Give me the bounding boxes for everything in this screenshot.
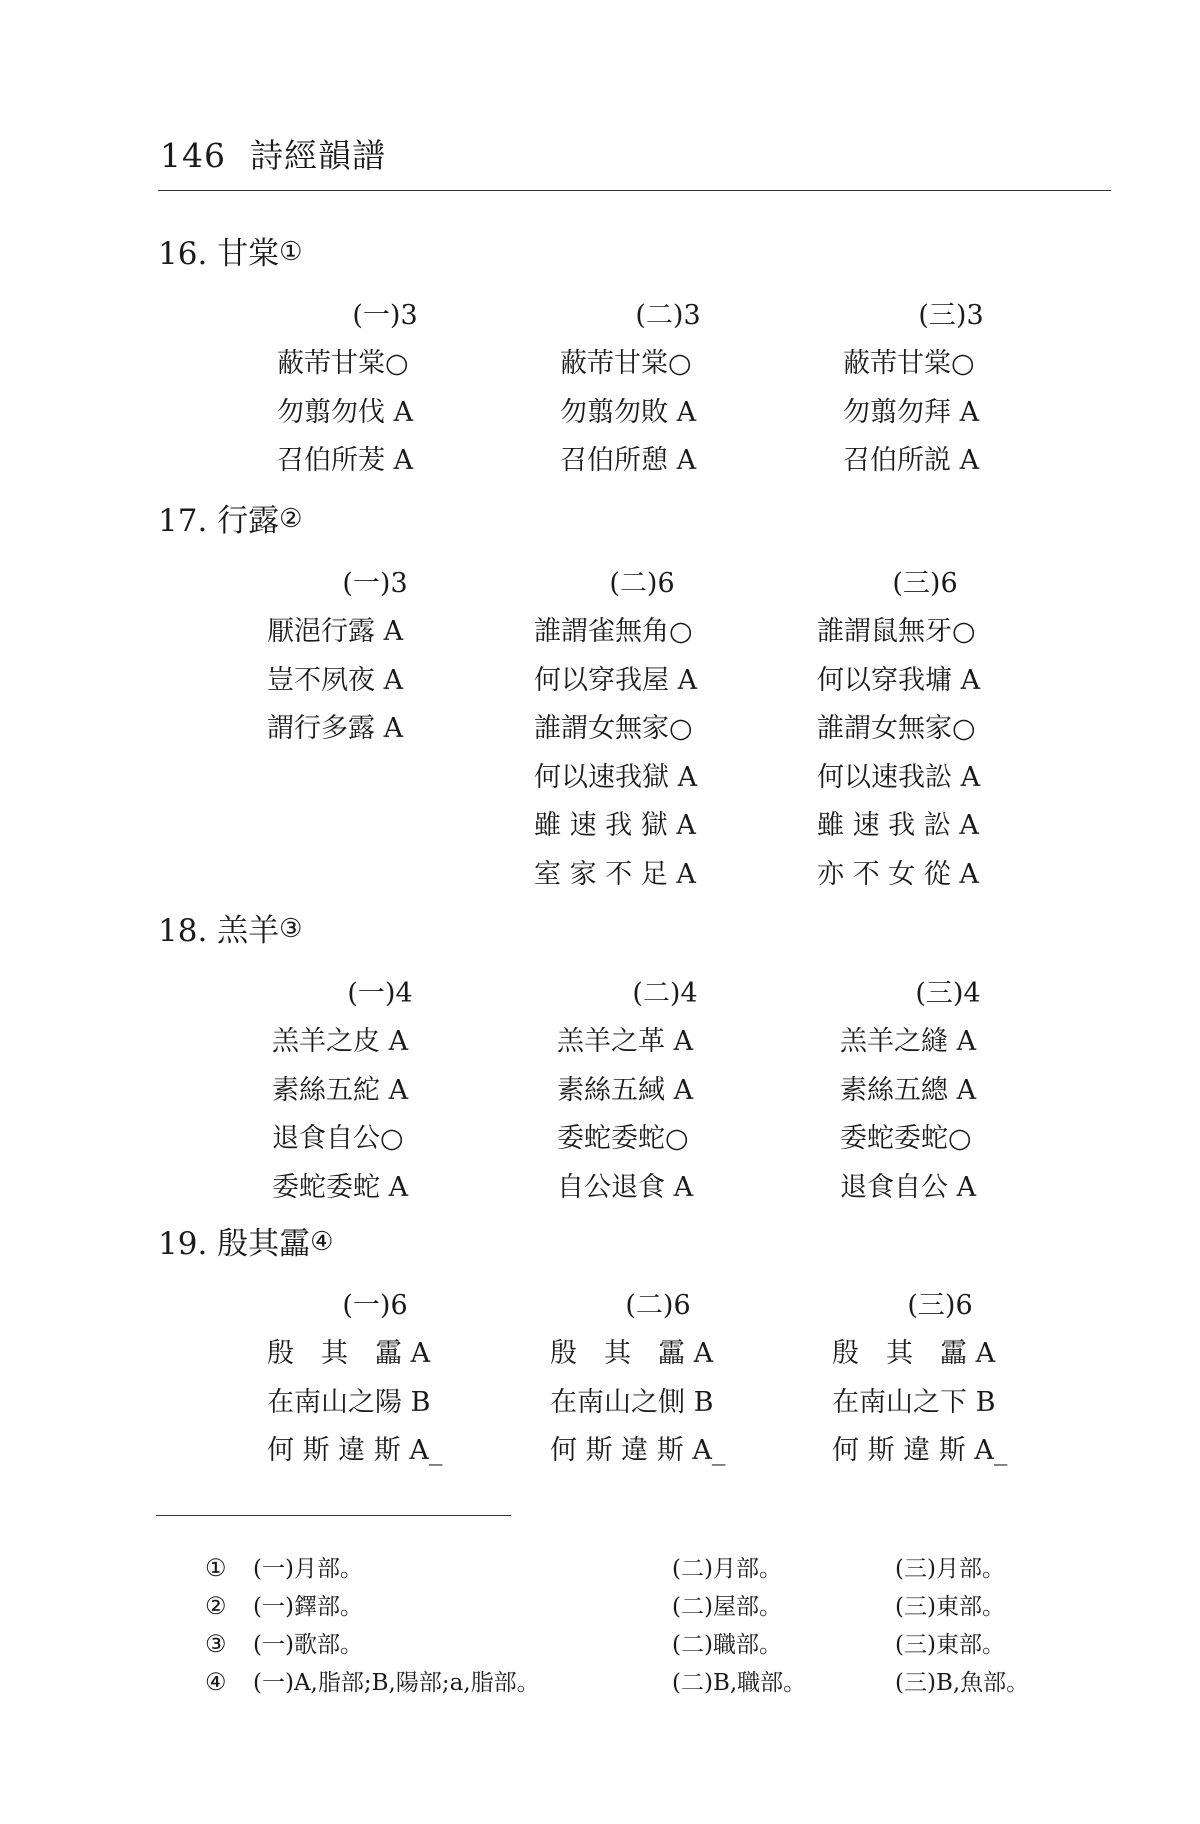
verse-line: 羔羊之縫 A	[840, 1026, 977, 1057]
stanza-heading: (一)3	[342, 568, 408, 599]
verse-line: 誰謂鼠無牙○	[817, 616, 976, 647]
footnote-2-col3: (三)東部。	[895, 1594, 1005, 1620]
stanza-19-1	[265, 1282, 485, 1476]
verse-line: 羔羊之革 A	[557, 1026, 694, 1057]
verse-line: 何以速我獄 A	[534, 761, 698, 793]
footnote-1	[205, 1550, 363, 1583]
verse-line: 蔽芾甘棠○	[277, 348, 409, 379]
running-header	[160, 130, 386, 177]
footnote-mark: ④	[310, 1227, 334, 1257]
section-title-19	[158, 1218, 333, 1263]
verse-line: 退食自公 A	[840, 1171, 977, 1203]
verse-line: 何以穿我墉 A	[817, 664, 981, 696]
stanza-heading: (一)3	[352, 300, 418, 331]
section-title-text: 19. 殷其靁	[158, 1226, 311, 1262]
footnote-3-col2: (二)職部。	[672, 1632, 782, 1658]
footnote-mark: ②	[205, 1592, 227, 1620]
verse-line: 羔羊之皮 A	[272, 1026, 409, 1057]
stanza-16-3	[841, 292, 1061, 486]
verse-line: 何 斯 違 斯 A_	[550, 1435, 726, 1466]
section-title-18	[158, 905, 302, 950]
verse-line: 誰謂女無家○	[534, 713, 693, 744]
stanza-heading: (二)3	[635, 300, 701, 331]
section-title-text: 16. 甘棠	[158, 236, 280, 272]
verse-line: 殷 其 靁 A	[267, 1338, 431, 1369]
footnote-3	[205, 1626, 363, 1659]
verse-line: 召伯所憩 A	[560, 445, 697, 476]
stanza-heading: (三)4	[915, 978, 981, 1009]
footnote-4-col2: (二)B,職部。	[672, 1670, 807, 1696]
verse-line: 殷 其 靁 A	[550, 1338, 714, 1369]
footnote-text: (一)月部。	[253, 1556, 363, 1582]
section-title-text: 18. 羔羊	[158, 913, 280, 949]
verse-line: 誰謂女無家○	[817, 713, 976, 744]
stanza-heading: (二)6	[609, 568, 675, 599]
stanza-heading: (一)6	[342, 1290, 408, 1321]
footnote-1-col3: (三)月部。	[895, 1556, 1005, 1582]
verse-line: 室 家 不 足 A	[534, 858, 696, 890]
footnote-2-col2: (二)屋部。	[672, 1594, 782, 1620]
footnote-text: (一)鐸部。	[253, 1594, 363, 1620]
verse-line: 勿翦勿拜 A	[843, 396, 980, 428]
header-rule	[158, 190, 1111, 191]
footnote-mark: ③	[205, 1630, 227, 1658]
verse-line: 何 斯 違 斯 A_	[267, 1435, 443, 1466]
verse-line: 雖 速 我 獄 A	[534, 810, 696, 841]
stanza-heading: (一)4	[347, 978, 413, 1009]
verse-line: 召伯所茇 A	[277, 445, 414, 476]
verse-line: 退食自公○	[272, 1123, 404, 1154]
stanza-heading: (二)6	[625, 1290, 691, 1321]
verse-line: 在南山之側 B	[550, 1386, 714, 1418]
verse-line: 謂行多露 A	[267, 713, 404, 744]
verse-line: 素絲五總 A	[840, 1074, 977, 1106]
stanza-19-2	[548, 1282, 768, 1476]
verse-line: 勿翦勿伐 A	[277, 396, 414, 428]
verse-line: 委蛇委蛇○	[557, 1123, 689, 1154]
footnote-rule	[156, 1515, 511, 1516]
stanza-heading: (三)6	[907, 1290, 973, 1321]
stanza-16-2	[558, 292, 778, 486]
section-title-17	[158, 495, 302, 540]
verse-line: 厭浥行露 A	[267, 616, 404, 647]
stanza-18-3	[838, 970, 1058, 1212]
stanza-17-1	[265, 560, 485, 754]
footnote-text: (一)A,脂部;B,陽部;a,脂部。	[253, 1670, 540, 1696]
verse-line: 雖 速 我 訟 A	[817, 810, 979, 841]
section-title-text: 17. 行露	[158, 503, 280, 539]
verse-line: 素絲五紽 A	[272, 1074, 409, 1106]
footnote-4	[205, 1664, 540, 1697]
verse-line: 蔽芾甘棠○	[843, 348, 975, 379]
verse-line: 勿翦勿敗 A	[560, 396, 697, 428]
verse-line: 蔽芾甘棠○	[560, 348, 692, 379]
footnote-mark: ③	[279, 914, 303, 944]
stanza-19-3	[830, 1282, 1050, 1476]
verse-line: 何以速我訟 A	[817, 761, 981, 793]
verse-line: 豈不夙夜 A	[267, 664, 404, 696]
footnote-3-col3: (三)東部。	[895, 1632, 1005, 1658]
footnote-mark: ④	[205, 1668, 227, 1696]
verse-line: 亦 不 女 從 A	[817, 858, 979, 890]
stanza-17-2	[532, 560, 752, 899]
stanza-18-1	[270, 970, 490, 1212]
verse-line: 誰謂雀無角○	[534, 616, 693, 647]
footnote-4-col3: (三)B,魚部。	[895, 1670, 1030, 1696]
verse-line: 在南山之陽 B	[267, 1386, 431, 1418]
stanza-heading: (二)4	[632, 978, 698, 1009]
verse-line: 何 斯 違 斯 A_	[832, 1435, 1008, 1466]
stanza-heading: (三)3	[918, 300, 984, 331]
verse-line: 委蛇委蛇○	[840, 1123, 972, 1154]
section-title-16	[158, 228, 302, 273]
footnote-mark: ②	[279, 504, 303, 534]
verse-line: 召伯所説 A	[843, 445, 980, 476]
stanza-17-3	[815, 560, 1035, 899]
verse-line: 何以穿我屋 A	[534, 664, 698, 696]
book-title: 詩經韻譜	[250, 136, 386, 175]
stanza-16-1	[275, 292, 495, 486]
page-number: 146	[160, 136, 226, 175]
footnote-1-col2: (二)月部。	[672, 1556, 782, 1582]
footnote-text: (一)歌部。	[253, 1632, 363, 1658]
verse-line: 素絲五緎 A	[557, 1074, 694, 1106]
stanza-18-2	[555, 970, 775, 1212]
footnote-mark: ①	[279, 237, 303, 267]
verse-line: 委蛇委蛇 A	[272, 1171, 409, 1203]
verse-line: 殷 其 靁 A	[832, 1338, 996, 1369]
verse-line: 自公退食 A	[557, 1171, 694, 1203]
footnote-mark: ①	[205, 1554, 227, 1582]
footnote-2	[205, 1588, 363, 1621]
stanza-heading: (三)6	[892, 568, 958, 599]
verse-line: 在南山之下 B	[832, 1386, 996, 1418]
